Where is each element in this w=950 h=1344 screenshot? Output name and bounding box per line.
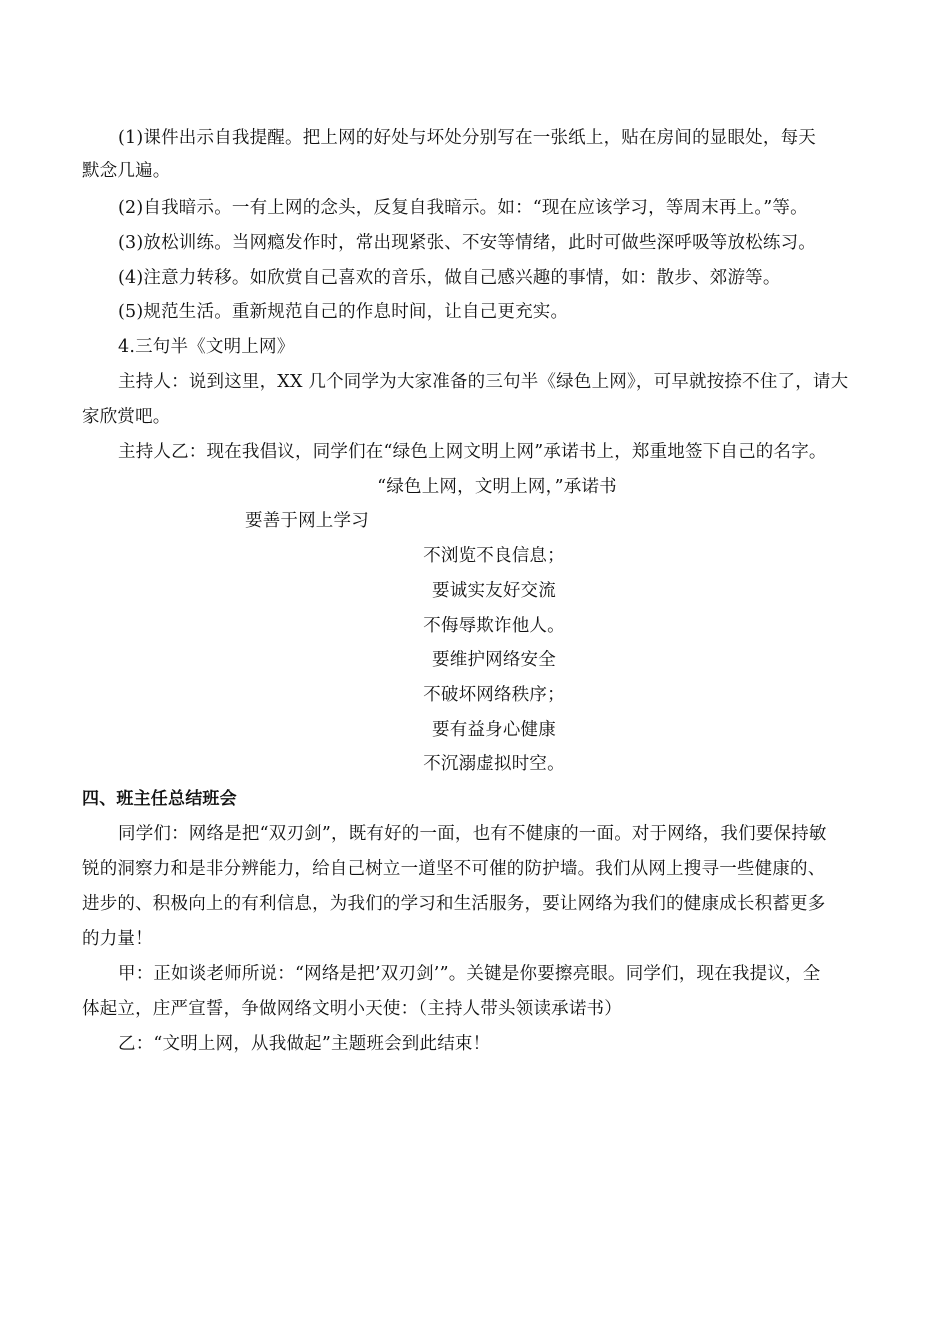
paragraph-self-reminder-line2: 默念几遍。 xyxy=(82,161,171,181)
paragraph-teacher-summary-line3: 进步的、积极向上的有利信息，为我们的学习和生活服务，要让网络为我们的健康成长积蓄更多 xyxy=(82,894,826,914)
paragraph-self-reminder-line1: (1)课件出示自我提醒。把上网的好处与坏处分别写在一张纸上，贴在房间的显眼处，每天 xyxy=(118,128,816,148)
pledge-first-line: 要善于网上学习 xyxy=(245,511,369,531)
paragraph-teacher-summary-line1: 同学们：网络是把“双刃剑”，既有好的一面，也有不健康的一面。对于网络，我们要保持敏 xyxy=(118,824,827,844)
paragraph-regulate-life: (5)规范生活。重新规范自己的作息时间，让自己更充实。 xyxy=(118,302,569,322)
pledge-line: 不沉溺虚拟时空。 xyxy=(423,754,565,774)
paragraph-host-line2: 家欣赏吧。 xyxy=(82,407,171,427)
paragraph-host-line1: 主持人：说到这里，XX 几个同学为大家准备的三句半《绿色上网》，可早就按捺不住了，请大 xyxy=(118,372,849,392)
pledge-line: 要维护网络安全 xyxy=(432,650,556,670)
paragraph-host-b: 主持人乙：现在我倡议，同学们在“绿色上网文明上网”承诺书上，郑重地签下自己的名字。 xyxy=(118,442,827,462)
pledge-line: 要有益身心健康 xyxy=(432,720,556,740)
paragraph-teacher-summary-line2: 锐的洞察力和是非分辨能力，给自己树立一道坚不可催的防护墙。我们从网上搜寻一些健康的、 xyxy=(82,859,826,879)
paragraph-sanjuban-title: 4.三句半《文明上网》 xyxy=(118,337,295,357)
paragraph-jia-line2: 体起立，庄严宣誓，争做网络文明小天使：（主持人带头领读承诺书） xyxy=(82,999,622,1019)
section-heading: 四、班主任总结班会 xyxy=(82,789,237,809)
pledge-line: 不破坏网络秩序； xyxy=(423,685,565,705)
paragraph-jia-line1: 甲：正如谈老师所说：“网络是把’双刃剑’”。关键是你要擦亮眼。同学们，现在我提议，全 xyxy=(118,964,821,984)
paragraph-teacher-summary-line4: 的力量！ xyxy=(82,929,153,949)
pledge-line: 不侮辱欺诈他人。 xyxy=(423,616,565,636)
pledge-title: “绿色上网，文明上网，”承诺书 xyxy=(377,477,617,497)
paragraph-relaxation: (3)放松训练。当网瘾发作时，常出现紧张、不安等情绪，此时可做些深呼吸等放松练习。 xyxy=(118,233,816,253)
paragraph-self-suggestion: (2)自我暗示。一有上网的念头，反复自我暗示。如：“现在应该学习，等周末再上。”等。 xyxy=(118,198,808,218)
pledge-line: 要诚实友好交流 xyxy=(432,581,556,601)
paragraph-yi-closing: 乙：“文明上网，从我做起”主题班会到此结束！ xyxy=(118,1034,491,1054)
paragraph-attention-shift: (4)注意力转移。如欣赏自己喜欢的音乐，做自己感兴趣的事情，如：散步、郊游等。 xyxy=(118,268,781,288)
pledge-line: 不浏览不良信息； xyxy=(423,546,565,566)
